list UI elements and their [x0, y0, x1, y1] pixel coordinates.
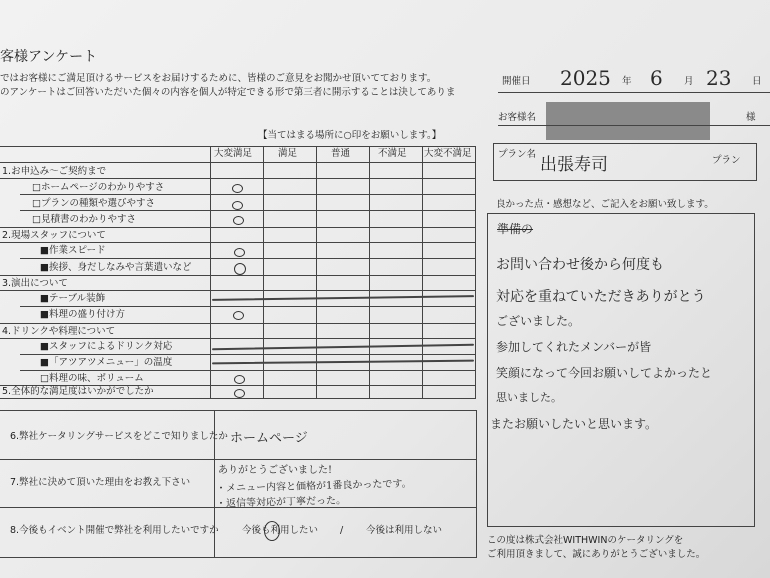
question-label: ■挨拶、身だしなみや言葉遣いなど — [40, 262, 192, 273]
circle-mark — [232, 184, 243, 193]
column-header: 大変不満足 — [424, 148, 472, 159]
customer-suffix: 様 — [746, 112, 756, 123]
question-label: □見積書のわかりやすさ — [32, 214, 136, 225]
question-label: □プランの種類や選びやすさ — [32, 198, 155, 209]
q6-answer: ホームページ — [230, 431, 308, 446]
circle-mark — [233, 311, 244, 320]
question-label: ■スタッフによるドリンク対応 — [40, 341, 173, 352]
footer-line-1: この度は株式会社WITHWINのケータリングを — [487, 535, 684, 546]
question-label: ■「アツアツメニュー」の温度 — [40, 357, 173, 368]
column-header: 満足 — [278, 148, 298, 159]
circle-mark — [234, 263, 246, 275]
circle-mark — [232, 201, 243, 210]
circle-mark — [233, 216, 244, 225]
customer-underline — [498, 125, 770, 126]
q8-option-yes: 今後も利用したい — [242, 525, 319, 536]
footer-line-2: ご利用頂きまして、誠にありがとうございました。 — [487, 549, 706, 560]
section-heading: 4.ドリンクや料理について — [2, 326, 116, 337]
q7-answer-line: ・返信等対応が丁寧だった。 — [215, 495, 347, 510]
comment-line: ございました。 — [496, 314, 581, 328]
question-label: ■料理の盛り付け方 — [40, 309, 125, 320]
circle-mark — [234, 375, 245, 384]
instruction-text: 【当てはまる場所に○印をお願いします。】 — [258, 130, 442, 141]
plan-suffix: プラン — [712, 155, 741, 166]
comment-line: 対応を重ねていただきありがとう — [496, 289, 706, 305]
question-label: ■テーブル装飾 — [40, 293, 106, 304]
strike-line — [212, 344, 474, 351]
column-header: 大変満足 — [214, 148, 253, 159]
intro-line-2: のアンケートはご回答いただいた個々の内容を個人が特定できる形で第三者に開示することは決してありま — [0, 87, 456, 98]
plan-label: プラン名 — [498, 149, 537, 160]
questions-table — [0, 410, 477, 558]
date-label: 開催日 — [502, 76, 531, 87]
date-month: 6 — [650, 66, 663, 90]
q8-circle-mark — [264, 521, 280, 541]
comments-heading: 良かった点・感想など、ご記入をお願い致します。 — [496, 199, 714, 210]
q8-label: 8.今後もイベント開催で弊社を利用したいですか — [10, 525, 219, 536]
q8-divider: / — [340, 525, 344, 536]
circle-mark — [234, 248, 245, 257]
section-heading: 3.演出について — [2, 278, 68, 289]
date-month-unit: 月 — [684, 76, 694, 87]
page-title: 客様アンケート — [0, 49, 98, 65]
date-day: 23 — [706, 66, 732, 90]
plan-box — [493, 143, 757, 181]
strike-line — [212, 295, 474, 301]
question-label: □ホームページのわかりやすさ — [32, 182, 165, 193]
comment-line: 笑顔になって今回お願いしてよかったと — [496, 366, 713, 380]
comment-line: 参加してくれたメンバーが皆 — [496, 340, 652, 354]
circle-mark — [234, 389, 245, 398]
column-header: 不満足 — [378, 148, 407, 159]
date-year-unit: 年 — [622, 76, 632, 87]
comment-line: お問い合わせ後から何度も — [496, 257, 664, 273]
q6-label: 6.弊社ケータリングサービスをどこで知りましたか — [10, 431, 228, 442]
date-underline — [498, 92, 770, 93]
question-label: □料理の味、ボリューム — [40, 373, 144, 384]
comment-struck-word: 準備の — [497, 222, 534, 236]
q7-label: 7.弊社に決めて頂いた理由をお教え下さい — [10, 477, 191, 488]
q8-option-no: 今後は利用しない — [366, 525, 443, 536]
question-label: ■作業スピード — [40, 245, 106, 256]
section-heading: 1.お申込み～ご契約まで — [2, 166, 107, 177]
customer-label: お客様名 — [498, 112, 537, 123]
section-heading: 2.現場スタッフについて — [2, 230, 106, 241]
question-label: 5.全体的な満足度はいかがでしたか — [2, 386, 154, 397]
plan-value: 出張寿司 — [540, 155, 608, 175]
comment-line: またお願いしたいと思います。 — [490, 417, 658, 431]
q7-answer-line: ・メニュー内容と価格が1番良かったです。 — [215, 478, 412, 495]
comments-box — [487, 213, 755, 527]
date-year: 2025 — [560, 66, 611, 90]
intro-line-1: ではお客様にご満足頂けるサービスをお届けするために、皆様のご意見をお聞かせ頂いてております。 — [0, 73, 437, 84]
q7-answer-line: ありがとうございました! — [218, 465, 333, 476]
date-day-unit: 日 — [752, 76, 762, 87]
comment-line: 思いました。 — [496, 391, 562, 404]
rating-table — [0, 146, 476, 399]
column-header: 普通 — [331, 148, 351, 159]
strike-line — [212, 360, 474, 365]
customer-name-redaction — [546, 102, 710, 140]
